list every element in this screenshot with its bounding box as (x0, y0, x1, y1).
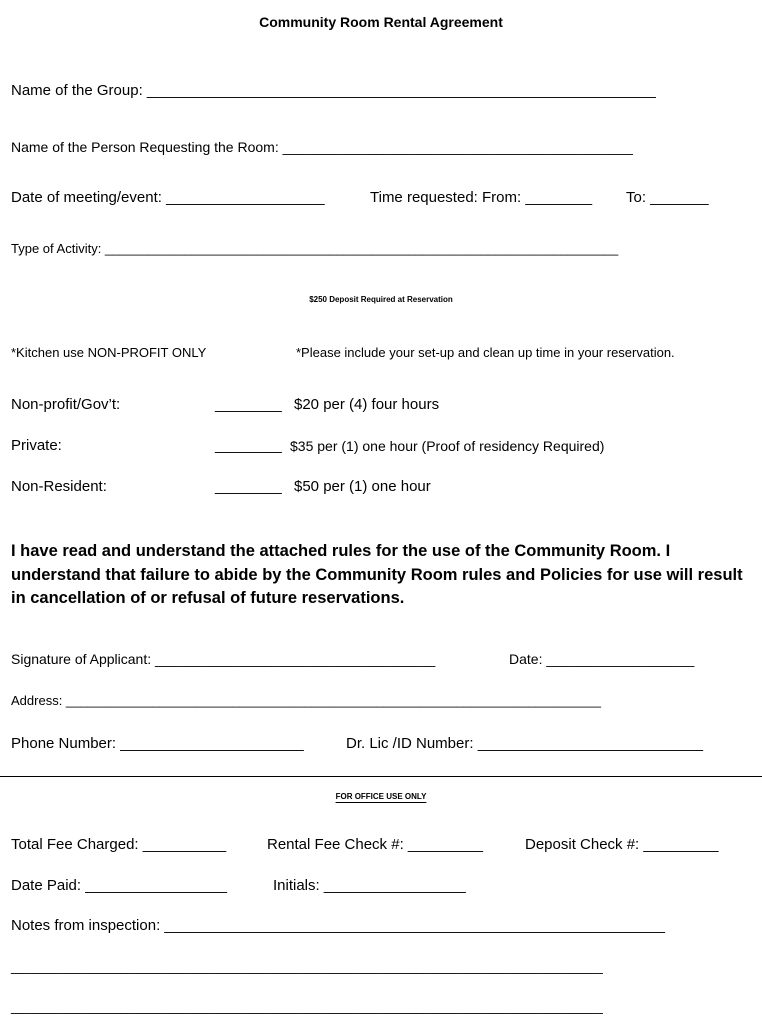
initials-field[interactable]: Initials: _________________ (273, 877, 466, 894)
meeting-date-field[interactable]: Date of meeting/event: ___________________ (11, 189, 325, 206)
section-divider (0, 776, 762, 777)
agreement-paragraph: I have read and understand the attached rules for the use of the Community Room. I understand that failure to abide by the Community Room rules and Policies for use will result in cancellation of or refusal of future reservations. (11, 542, 743, 607)
time-to-field[interactable]: To: _______ (626, 189, 709, 206)
kitchen-note: *Kitchen use NON-PROFIT ONLY (11, 345, 207, 360)
group-name-field[interactable]: Name of the Group: _____________________________________________________________ (11, 82, 656, 99)
rate-blank[interactable]: ________ (215, 478, 282, 495)
phone-field[interactable]: Phone Number: ______________________ (11, 735, 304, 752)
notes-line[interactable]: ____________________________________________________________________________ (11, 998, 603, 1014)
rate-price: $35 per (1) one hour (Proof of residency Required) (290, 438, 605, 454)
rate-label: Non-profit/Gov’t: (11, 396, 121, 413)
rate-label: Non-Resident: (11, 478, 107, 495)
address-field[interactable]: Address: __________________________________________________________________________ (11, 693, 601, 708)
office-use-heading: FOR OFFICE USE ONLY (335, 792, 427, 801)
total-fee-field[interactable]: Total Fee Charged: __________ (11, 836, 227, 853)
rate-label: Private: (11, 437, 62, 454)
notes-line[interactable]: ____________________________________________________________________________ (11, 958, 603, 974)
time-from-field[interactable]: Time requested: From: ________ (370, 189, 593, 206)
rate-price: $20 per (4) four hours (294, 396, 440, 413)
date-paid-field[interactable]: Date Paid: _________________ (11, 877, 228, 894)
rate-blank[interactable]: ________ (215, 396, 282, 413)
deposit-heading: $250 Deposit Required at Reservation (309, 295, 453, 304)
license-field[interactable]: Dr. Lic /ID Number: ___________________________ (346, 735, 703, 752)
page-title: Community Room Rental Agreement (259, 14, 503, 30)
rate-blank[interactable]: ________ (215, 437, 282, 454)
signature-date-field[interactable]: Date: ___________________ (509, 651, 695, 667)
person-requesting-field[interactable]: Name of the Person Requesting the Room: _____________________________________________ (11, 139, 633, 155)
rental-check-field[interactable]: Rental Fee Check #: _________ (267, 836, 483, 853)
setup-note: *Please include your set-up and clean up time in your reservation. (296, 345, 675, 360)
inspection-notes-field[interactable]: Notes from inspection: ____________________________________________________________ (11, 917, 665, 934)
rate-price: $50 per (1) one hour (294, 478, 431, 495)
deposit-check-field[interactable]: Deposit Check #: _________ (525, 836, 719, 853)
activity-type-field[interactable]: Type of Activity: _______________________________________________________________________ (11, 241, 619, 256)
signature-field[interactable]: Signature of Applicant: ____________________________________ (11, 651, 436, 667)
